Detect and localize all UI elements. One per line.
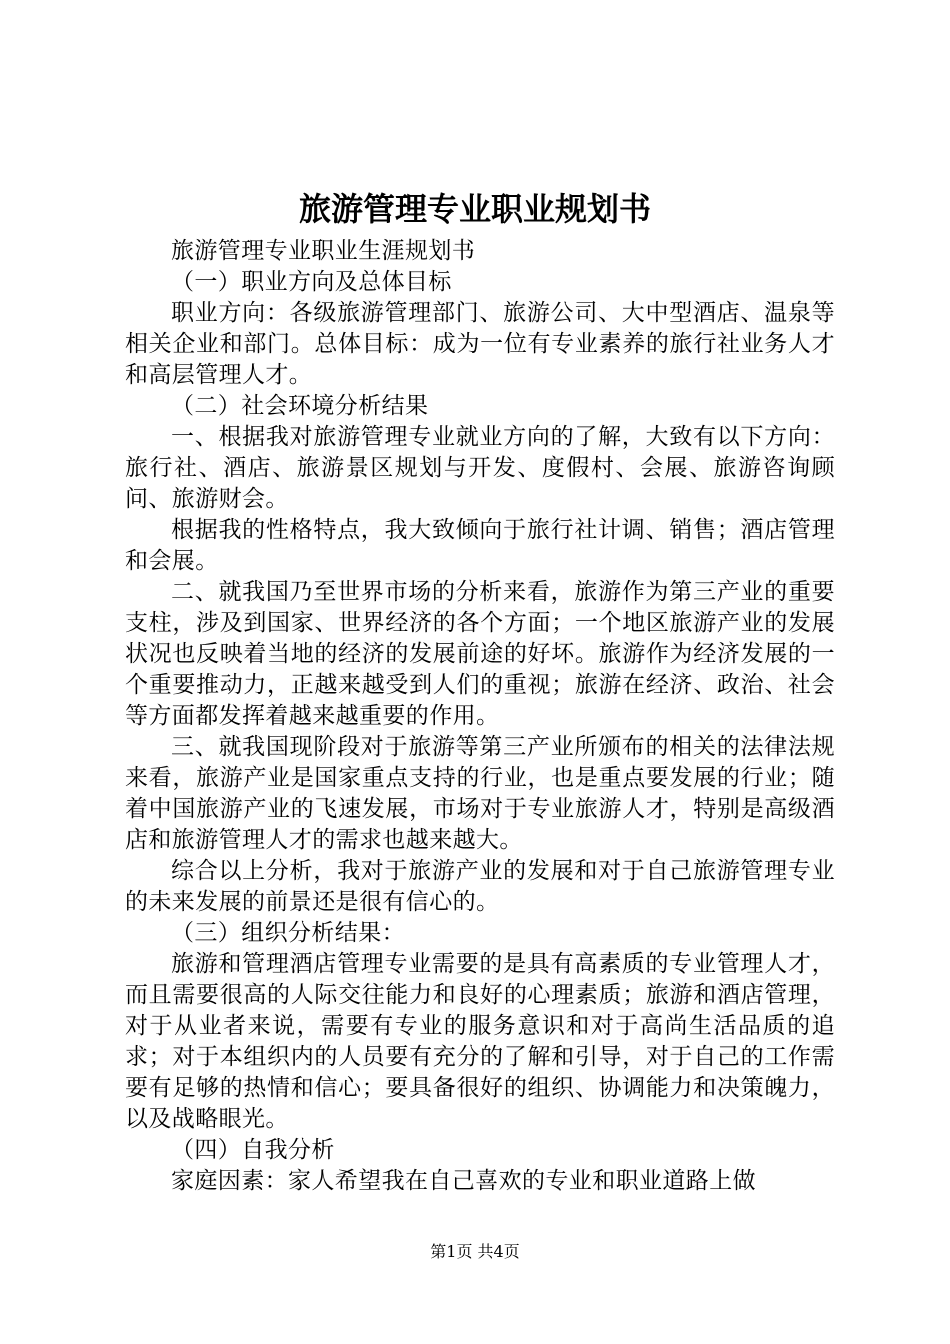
document-body [125,236,835,1197]
paragraph: 二、就我国乃至世界市场的分析来看，旅游作为第三产业的重要支柱，涉及到国家、世界经济的各个方面；一个地区旅游产业的发展状况也反映着当地的经济的发展前途的好坏。旅游作为经济发展的一个重要推动力，正越来越受到人们的重视；旅游在经济、政治、社会等方面都发挥着越来越重要的作用。 [125,579,835,729]
paragraph: 根据我的性格特点，我大致倾向于旅行社计调、销售；酒店管理和会展。 [125,517,835,574]
paragraph: 旅游和管理酒店管理专业需要的是具有高素质的专业管理人才，而且需要很高的人际交往能力和良好的心理素质；旅游和酒店管理，对于从业者来说，需要有专业的服务意识和对于高尚生活品质的追求；对于本组织内的人员要有充分的了解和引导，对于自己的工作需要有足够的热情和信心；要具备很好的组织、协调能力和决策魄力，以及战略眼光。 [125,951,835,1132]
subtitle-paragraph: 旅游管理专业职业生涯规划书 [171,238,476,264]
paragraph: 三、就我国现阶段对于旅游等第三产业所颁布的相关的法律法规来看，旅游产业是国家重点支持的行业，也是重点要发展的行业；随着中国旅游产业的飞速发展，市场对于专业旅游人才，特别是高级酒店和旅游管理人才的需求也越来越大。 [125,734,835,853]
paragraph: 综合以上分析，我对于旅游产业的发展和对于自己旅游管理专业的未来发展的前景还是很有信心的。 [125,858,835,915]
section-heading-2: （二）社会环境分析结果 [171,393,429,419]
paragraph: 职业方向：各级旅游管理部门、旅游公司、大中型酒店、温泉等相关企业和部门。总体目标：成为一位有专业素养的旅行社业务人才和高层管理人才。 [125,300,835,388]
paragraph: 一、根据我对旅游管理专业就业方向的了解，大致有以下方向：旅行社、酒店、旅游景区规划与开发、度假村、会展、旅游咨询顾问、旅游财会。 [125,424,835,512]
section-heading-1: （一）职业方向及总体目标 [171,269,452,295]
paragraph: 家庭因素：家人希望我在自己喜欢的专业和职业道路上做 [171,1168,756,1194]
section-heading-4: （四）自我分析 [171,1137,335,1163]
page-footer: 第1页 共4页 [430,1242,520,1261]
document-title: 旅游管理专业职业规划书 [298,190,651,228]
section-heading-3: （三）组织分析结果： [171,920,405,946]
